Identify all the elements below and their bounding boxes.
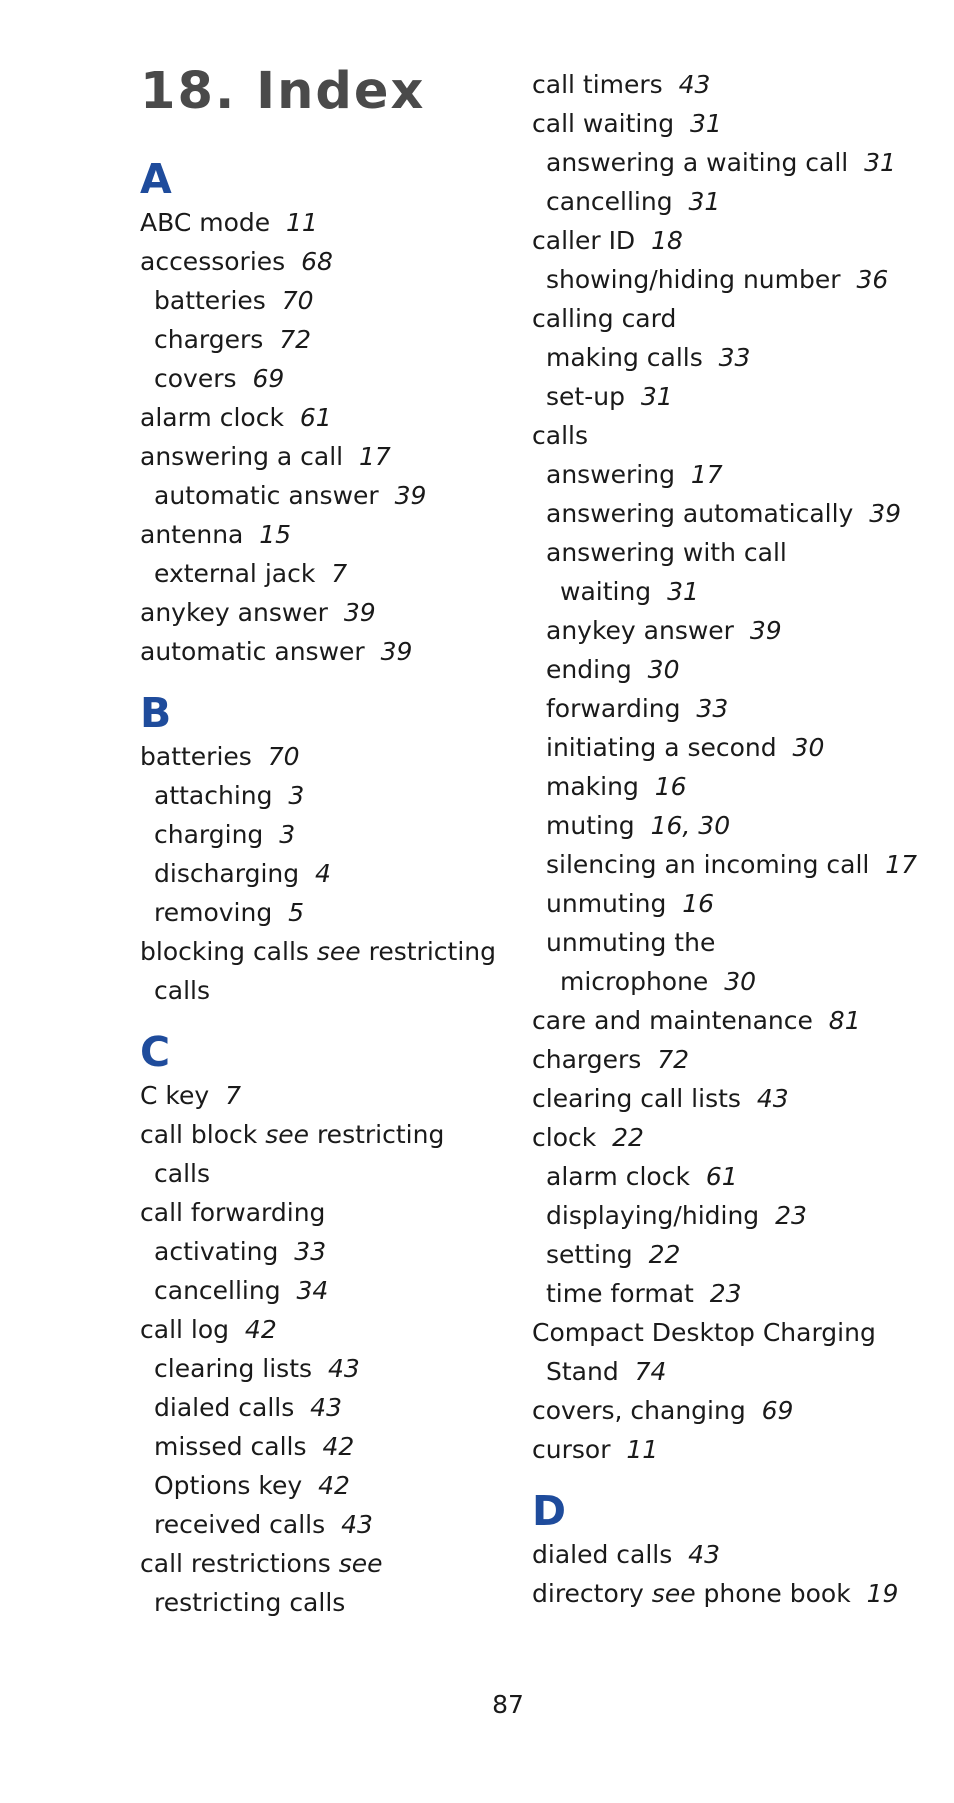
page-reference: 31 — [640, 382, 673, 411]
page-reference: 22 — [612, 1123, 644, 1152]
page-reference: 33 — [718, 343, 751, 372]
page-reference: 22 — [648, 1240, 681, 1269]
entry-text: answering automatically — [546, 499, 854, 528]
entry-text: alarm clock — [546, 1162, 690, 1191]
section-letter: D — [532, 1487, 567, 1535]
entry-text: clearing call lists — [532, 1084, 741, 1113]
index-subentry — [532, 1196, 932, 1235]
page-reference: 17 — [885, 850, 918, 879]
page-reference: 4 — [315, 859, 331, 888]
section-letter: C — [140, 1028, 171, 1076]
entry-text: received calls — [154, 1510, 326, 1539]
page-reference: 39 — [380, 637, 413, 666]
page-reference: 7 — [331, 559, 348, 588]
entry-text: answering a waiting call — [546, 148, 849, 177]
page-reference: 68 — [301, 247, 333, 276]
index-subentry — [532, 338, 932, 377]
page-reference: 33 — [696, 694, 729, 723]
page-reference: 17 — [359, 442, 391, 471]
index-column-right — [532, 65, 932, 1631]
index-subentry — [140, 815, 540, 854]
index-entry — [532, 416, 932, 455]
index-subentry — [140, 1349, 540, 1388]
page-reference: 74 — [634, 1357, 667, 1386]
see-target: restricting — [368, 937, 496, 966]
see-reference: see — [338, 1549, 383, 1578]
index-entry — [140, 1115, 540, 1154]
page-reference: 30 — [792, 733, 825, 762]
section-letter: B — [140, 689, 172, 737]
entry-text: dialed calls — [154, 1393, 295, 1422]
index-subentry — [532, 1274, 932, 1313]
index-subentry — [532, 143, 932, 182]
index-entry — [532, 1079, 932, 1118]
page-reference: 23 — [775, 1201, 807, 1230]
entry-text: answering — [546, 460, 675, 489]
index-subentry — [140, 776, 540, 815]
entry-text: batteries — [154, 286, 266, 315]
index-subentry — [140, 1154, 540, 1193]
page-reference: 31 — [667, 577, 699, 606]
page-reference: 30 — [647, 655, 680, 684]
entry-text: Stand — [546, 1357, 619, 1386]
index-subentry — [532, 767, 932, 806]
page-reference: 69 — [761, 1396, 794, 1425]
section-letter: A — [140, 155, 172, 203]
entry-text: antenna — [140, 520, 244, 549]
entry-text: call forwarding — [140, 1198, 326, 1227]
index-subentry — [140, 554, 540, 593]
page-reference: 18 — [651, 226, 683, 255]
entry-text: making calls — [546, 343, 703, 372]
entry-text: cancelling — [546, 187, 673, 216]
index-subentry — [140, 854, 540, 893]
page-reference: 30 — [724, 967, 757, 996]
page-reference: 70 — [281, 286, 314, 315]
index-entry — [140, 737, 540, 776]
index-subentry — [140, 1232, 540, 1271]
page-reference: 61 — [299, 403, 332, 432]
index-entry — [532, 104, 932, 143]
index-entry — [140, 242, 540, 281]
entry-text: care and maintenance — [532, 1006, 813, 1035]
index-entry — [140, 1193, 540, 1232]
entry-text: call block — [140, 1120, 258, 1149]
page-reference: 70 — [267, 742, 300, 771]
see-reference: see — [651, 1579, 696, 1608]
page-reference: 39 — [394, 481, 427, 510]
index-column-left — [140, 155, 540, 1640]
index-subentry — [532, 455, 932, 494]
index-subentry — [532, 884, 932, 923]
index-entry — [140, 203, 540, 242]
index-subentry — [140, 1583, 540, 1622]
page-reference: 33 — [294, 1237, 327, 1266]
page-reference: 31 — [689, 109, 722, 138]
entry-text: silencing an incoming call — [546, 850, 870, 879]
index-entry — [140, 1076, 540, 1115]
page-reference: 11 — [626, 1435, 659, 1464]
entry-text: covers — [154, 364, 237, 393]
page-reference: 39 — [343, 598, 376, 627]
page-reference: 3 — [288, 781, 305, 810]
index-entry — [532, 65, 932, 104]
index-subentry — [140, 1271, 540, 1310]
index-entry — [140, 632, 540, 671]
index-entry — [532, 1391, 932, 1430]
index-entry — [140, 1310, 540, 1349]
page-reference: 42 — [318, 1471, 350, 1500]
index-subentry — [532, 1157, 932, 1196]
index-entry — [532, 1313, 932, 1352]
index-subentry — [532, 572, 932, 611]
page-reference: 5 — [288, 898, 305, 927]
entry-text: C key — [140, 1081, 210, 1110]
index-entry — [532, 1535, 932, 1574]
index-entry — [532, 1574, 932, 1613]
index-subentry — [532, 377, 932, 416]
index-subentry — [140, 971, 540, 1010]
index-subentry — [532, 260, 932, 299]
page-reference: 43 — [327, 1354, 360, 1383]
entry-text: cancelling — [154, 1276, 281, 1305]
entry-text: accessories — [140, 247, 286, 276]
index-subentry — [532, 689, 932, 728]
entry-text: charging — [154, 820, 264, 849]
page-reference: 23 — [709, 1279, 742, 1308]
page-title: 18. Index — [140, 62, 426, 121]
entry-text: ABC mode — [140, 208, 271, 237]
page-reference: 61 — [705, 1162, 738, 1191]
page-reference: 31 — [688, 187, 721, 216]
page-reference: 42 — [244, 1315, 277, 1344]
index-entry — [532, 221, 932, 260]
page-reference: 31 — [864, 148, 896, 177]
page-reference: 81 — [828, 1006, 861, 1035]
entry-text: anykey answer — [546, 616, 734, 645]
index-subentry — [532, 533, 932, 572]
entry-text: blocking calls — [140, 937, 309, 966]
entry-text: removing — [154, 898, 273, 927]
index-section-c — [140, 1028, 540, 1622]
entry-text: muting — [546, 811, 635, 840]
entry-text: missed calls — [154, 1432, 307, 1461]
page-reference: 11 — [286, 208, 318, 237]
entry-text: clearing lists — [154, 1354, 313, 1383]
index-subentry — [140, 893, 540, 932]
index-entry — [140, 593, 540, 632]
entry-text: setting — [546, 1240, 633, 1269]
page-reference: 72 — [279, 325, 312, 354]
index-subentry — [140, 1388, 540, 1427]
entry-text: answering with call — [546, 538, 787, 567]
entry-text: Options key — [154, 1471, 303, 1500]
page-reference: 3 — [279, 820, 296, 849]
page-reference: 69 — [252, 364, 285, 393]
entry-text: activating — [154, 1237, 279, 1266]
index-section-d — [532, 1487, 932, 1613]
entry-text: showing/hiding number — [546, 265, 841, 294]
index-subentry — [532, 611, 932, 650]
page-reference: 36 — [856, 265, 889, 294]
page-reference: 43 — [678, 70, 711, 99]
page-reference: 43 — [688, 1540, 720, 1569]
entry-text: forwarding — [546, 694, 681, 723]
page-reference: 42 — [322, 1432, 355, 1461]
entry-text: restricting calls — [154, 1588, 346, 1617]
index-entry — [140, 932, 540, 971]
index-entry — [140, 515, 540, 554]
page-reference: 39 — [869, 499, 902, 528]
index-subentry — [532, 806, 932, 845]
index-entry — [532, 1001, 932, 1040]
entry-text: making — [546, 772, 639, 801]
page-reference: 17 — [690, 460, 723, 489]
page-reference: 19 — [866, 1579, 899, 1608]
entry-text: discharging — [154, 859, 300, 888]
index-entry — [140, 437, 540, 476]
entry-text: call log — [140, 1315, 230, 1344]
entry-text: set-up — [546, 382, 625, 411]
index-subentry — [140, 281, 540, 320]
page-reference: 43 — [310, 1393, 342, 1422]
see-reference: see — [316, 937, 361, 966]
entry-text: calls — [154, 976, 210, 1005]
entry-text: clock — [532, 1123, 597, 1152]
page-reference: 7 — [225, 1081, 241, 1110]
index-entry — [532, 1430, 932, 1469]
entry-text: displaying/hiding — [546, 1201, 760, 1230]
index-subentry — [532, 923, 932, 962]
index-subentry — [140, 1505, 540, 1544]
entry-text: calling card — [532, 304, 677, 333]
see-target: restricting — [316, 1120, 445, 1149]
entry-text: time format — [546, 1279, 694, 1308]
see-target: phone book — [703, 1579, 851, 1608]
index-subentry — [140, 1427, 540, 1466]
entry-text: call waiting — [532, 109, 675, 138]
page-reference: 15 — [259, 520, 292, 549]
entry-text: directory — [532, 1579, 644, 1608]
page-reference: 43 — [756, 1084, 789, 1113]
index-subentry — [532, 1235, 932, 1274]
index-section-a — [140, 155, 540, 671]
see-reference: see — [265, 1120, 309, 1149]
index-entry — [532, 299, 932, 338]
entry-text: chargers — [154, 325, 264, 354]
index-subentry — [532, 182, 932, 221]
entry-text: waiting — [560, 577, 652, 606]
entry-text: anykey answer — [140, 598, 328, 627]
entry-text: covers, changing — [532, 1396, 746, 1425]
page-reference: 16 — [654, 772, 687, 801]
entry-text: initiating a second — [546, 733, 777, 762]
entry-text: call timers — [532, 70, 663, 99]
entry-text: caller ID — [532, 226, 636, 255]
entry-text: attaching — [154, 781, 273, 810]
entry-text: answering a call — [140, 442, 344, 471]
index-subentry — [140, 476, 540, 515]
entry-text: external jack — [154, 559, 316, 588]
index-entry — [532, 1040, 932, 1079]
entry-text: unmuting — [546, 889, 667, 918]
index-subentry — [532, 494, 932, 533]
index-subentry — [532, 1352, 932, 1391]
index-subentry — [532, 845, 932, 884]
index-subentry — [532, 962, 932, 1001]
index-entry — [532, 1118, 932, 1157]
entry-text: automatic answer — [140, 637, 365, 666]
entry-text: call restrictions — [140, 1549, 331, 1578]
page-reference: 16, 30 — [650, 811, 731, 840]
index-subentry — [140, 320, 540, 359]
entry-text: dialed calls — [532, 1540, 673, 1569]
entry-text: microphone — [560, 967, 709, 996]
page-reference: 16 — [682, 889, 715, 918]
entry-text: alarm clock — [140, 403, 284, 432]
entry-text: cursor — [532, 1435, 611, 1464]
index-entry — [140, 398, 540, 437]
entry-text: Compact Desktop Charging — [532, 1318, 876, 1347]
index-subentry — [532, 728, 932, 767]
entry-text: unmuting the — [546, 928, 716, 957]
index-section-b — [140, 689, 540, 1010]
index-entry — [140, 1544, 540, 1583]
entry-text: chargers — [532, 1045, 642, 1074]
entry-text: automatic answer — [154, 481, 379, 510]
index-subentry — [532, 650, 932, 689]
page-reference: 43 — [341, 1510, 373, 1539]
page-reference: 39 — [749, 616, 782, 645]
entry-text: batteries — [140, 742, 252, 771]
index-subentry — [140, 1466, 540, 1505]
index-subentry — [140, 359, 540, 398]
entry-text: calls — [532, 421, 588, 450]
entry-text: ending — [546, 655, 632, 684]
page-reference: 72 — [657, 1045, 690, 1074]
page-reference: 34 — [296, 1276, 329, 1305]
page-number: 87 — [492, 1690, 524, 1719]
entry-text: calls — [154, 1159, 210, 1188]
index-section-continued — [532, 65, 932, 1469]
